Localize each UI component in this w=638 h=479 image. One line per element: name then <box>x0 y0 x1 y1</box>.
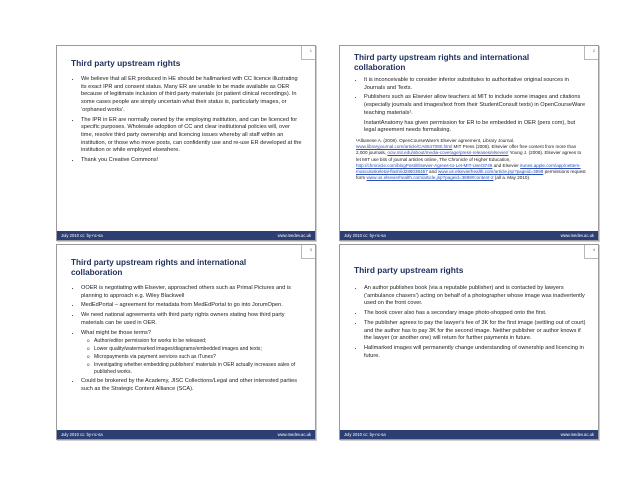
slide-3 <box>56 244 316 440</box>
slide-corner <box>584 245 598 259</box>
slide-title: Third party upstream rights and international collaboration <box>71 258 247 278</box>
bullet: InstantAnatomy has given permission for ER to be embedded in OER (pers com), but legal agreement needs formalising. <box>364 119 576 134</box>
bullet: • OOER is negotiating with Elsevier, approached others such as Primal Pictures and is planning to approach e.g. Wiley Blackwell <box>81 285 303 300</box>
slide-corner <box>301 46 315 60</box>
reference-link[interactable]: www.us.elsevierhealth.com/article.jsp?pageid=3898#content-2 <box>366 175 494 181</box>
slide-footer <box>340 231 598 240</box>
slide-body <box>354 77 586 181</box>
slide-number: 4 <box>592 247 595 252</box>
bullet: • Publishers such as Elsevier allow teachers at MIT to include some images and citations (especially journals and images/text from their StudentConsult texts) in OpenCourseWare teaching materials¹. <box>364 94 586 117</box>
slide-body <box>71 76 303 167</box>
sub-bullet: o Author/editor permission for works to be released; <box>87 338 303 345</box>
slide-1 <box>56 45 316 241</box>
slide-4 <box>339 244 599 440</box>
slide-body <box>71 285 303 396</box>
slide-footer <box>57 231 315 240</box>
slide-footer <box>340 430 598 439</box>
slide-body <box>354 285 586 362</box>
slide-title: Third party upstream rights and international collaboration <box>354 53 530 73</box>
footer-url: www.medev.ac.uk <box>560 432 594 437</box>
references: ¹Albanese A. (2008). OpenCourseWare's Elsevier agreement, Library Journal, www.libraryjournal.com/article/CA6547080.html MIT Press (2008). Elsevier offer free content from more than 2,000 journals, ocw.mit.edu/about/media-coverage/press-releases/elsevier/ Young J. (2008). Elsevier agrees to let MIT use bits of journal articles online, The Chronicle of Higher Education, http://chronicle.com/blogPost/Elsevier-Agrees-to-Let-MIT-Use/3749 and Elsevier itunes.apple.com/app/netters-musculoskeletal-flash/id286038457 and www.us.elsevierhealth.com/article.jsp?pageid=3898 permissions request form www.us.elsevierhealth.com/article.jsp?pageid=3898#content-2 (all a. May 2010). <box>356 138 586 181</box>
reference-link[interactable]: ocw.mit.edu/about/media-coverage/press-releases/elsevier/ <box>387 150 509 156</box>
sub-bullet: o Lower quality/watermarked images/diagrams/embedded images and texts; <box>87 346 303 353</box>
bullet: • MedEdPortal – agreement for metadata from MedEdPortal to go into JorumOpen. <box>81 302 303 310</box>
footer-license: July 2010 cc: by-nc-sa <box>61 432 103 437</box>
reference-link[interactable]: www.libraryjournal.com/article/CA6547080.html <box>356 144 453 150</box>
bullet: • Could be brokered by the Academy, JISC Collections/Legal and other interested parties such as the Strategic Content Alliance (SCA). <box>81 378 303 393</box>
bullet: • It is inconceivable to consider inferior substitutes to authoritative original sources in Journals and Texts. <box>364 77 586 92</box>
footer-url: www.medev.ac.uk <box>560 233 594 238</box>
slide-2 <box>339 45 599 241</box>
footer-url: www.medev.ac.uk <box>277 233 311 238</box>
slide-title: Third party upstream rights <box>71 58 181 68</box>
bullet: • The book cover also has a secondary image photo-shopped onto the first. <box>364 310 586 318</box>
slide-number: 2 <box>592 48 595 53</box>
slide-title: Third party upstream rights <box>354 265 464 275</box>
slide-number: 3 <box>309 247 312 252</box>
footer-url: www.medev.ac.uk <box>277 432 311 437</box>
footer-license: July 2010 cc: by-nc-sa <box>344 233 386 238</box>
sub-bullet: o Investigating whether embedding publishers' materials in OER actually increases sales of published works. <box>87 362 303 376</box>
slide-corner <box>301 245 315 259</box>
slide-number: 1 <box>309 48 312 53</box>
reference-link[interactable]: http://chronicle.com/blogPost/Elsevier-Agrees-to-Let-MIT-Use/3749 <box>356 162 493 168</box>
footer-license: July 2010 cc: by-nc-sa <box>344 432 386 437</box>
sub-bullet: o Micropayments via payment services such as iTunes? <box>87 354 303 361</box>
slide-footer <box>57 430 315 439</box>
bullet: • We need national agreements with third party rights owners stating how third party materials can be used in OER. <box>81 312 303 327</box>
bullet: • The IPR in ER are normally owned by the employing institution, and can be licenced for specific purposes. Wholesale adoption of CC and clear institutional policies will, over time, resolve third party ownership and licencing issues whereby all staff within an institution, or those who move posts, can confidently use and re-use ER developed at the institution or while employed elsewhere. <box>81 117 303 156</box>
bullet: • Hallmarked images will permanently change understanding of ownership and licencing in future. <box>364 345 586 360</box>
bullet: • What might be those terms? o Author/editor permission for works to be released; o Lower quality/watermarked images/diagrams/embedded images and texts; o Micropayments via payment services such as iTunes? o Investigating whether embedding publishers' materials in OER actually increases sales of published works. <box>81 330 303 377</box>
footer-license: July 2010 cc: by-nc-sa <box>61 233 103 238</box>
reference-link[interactable]: itunes.apple.com/app/netters-musculoskeletal-flash/id286038457 <box>356 162 581 174</box>
bullet: • We believe that all ER produced in HE should be hallmarked with CC licence illustrating its exact IPR and consent status. Many ER are unable to be made available as OER because of legitimate inclusion of third party materials (or patient clinical recordings). In some cases people are simply uncertain what their status is, particularly images, or ‘orphaned works’. <box>81 76 303 115</box>
slide-corner <box>584 46 598 60</box>
reference-link[interactable]: www.us.elsevierhealth.com/article.jsp?pageid=3898 <box>437 168 544 174</box>
bullet: • The publisher agrees to pay the lawyer's fee of 3K for the first image (settling out of court) and the author has to pay 3K for the second image. Neither publisher or author knows if the lawyer (or another one) will return for further payments in future. <box>364 320 586 343</box>
bullet: • An author publishes book (via a reputable publisher) and is contacted by lawyers (‘ambulance chasers’) acting on behalf of a photographer whose image was inadvertently used on the front cover. <box>364 285 586 308</box>
bullet: • Thank you Creative Commons! <box>81 157 303 165</box>
